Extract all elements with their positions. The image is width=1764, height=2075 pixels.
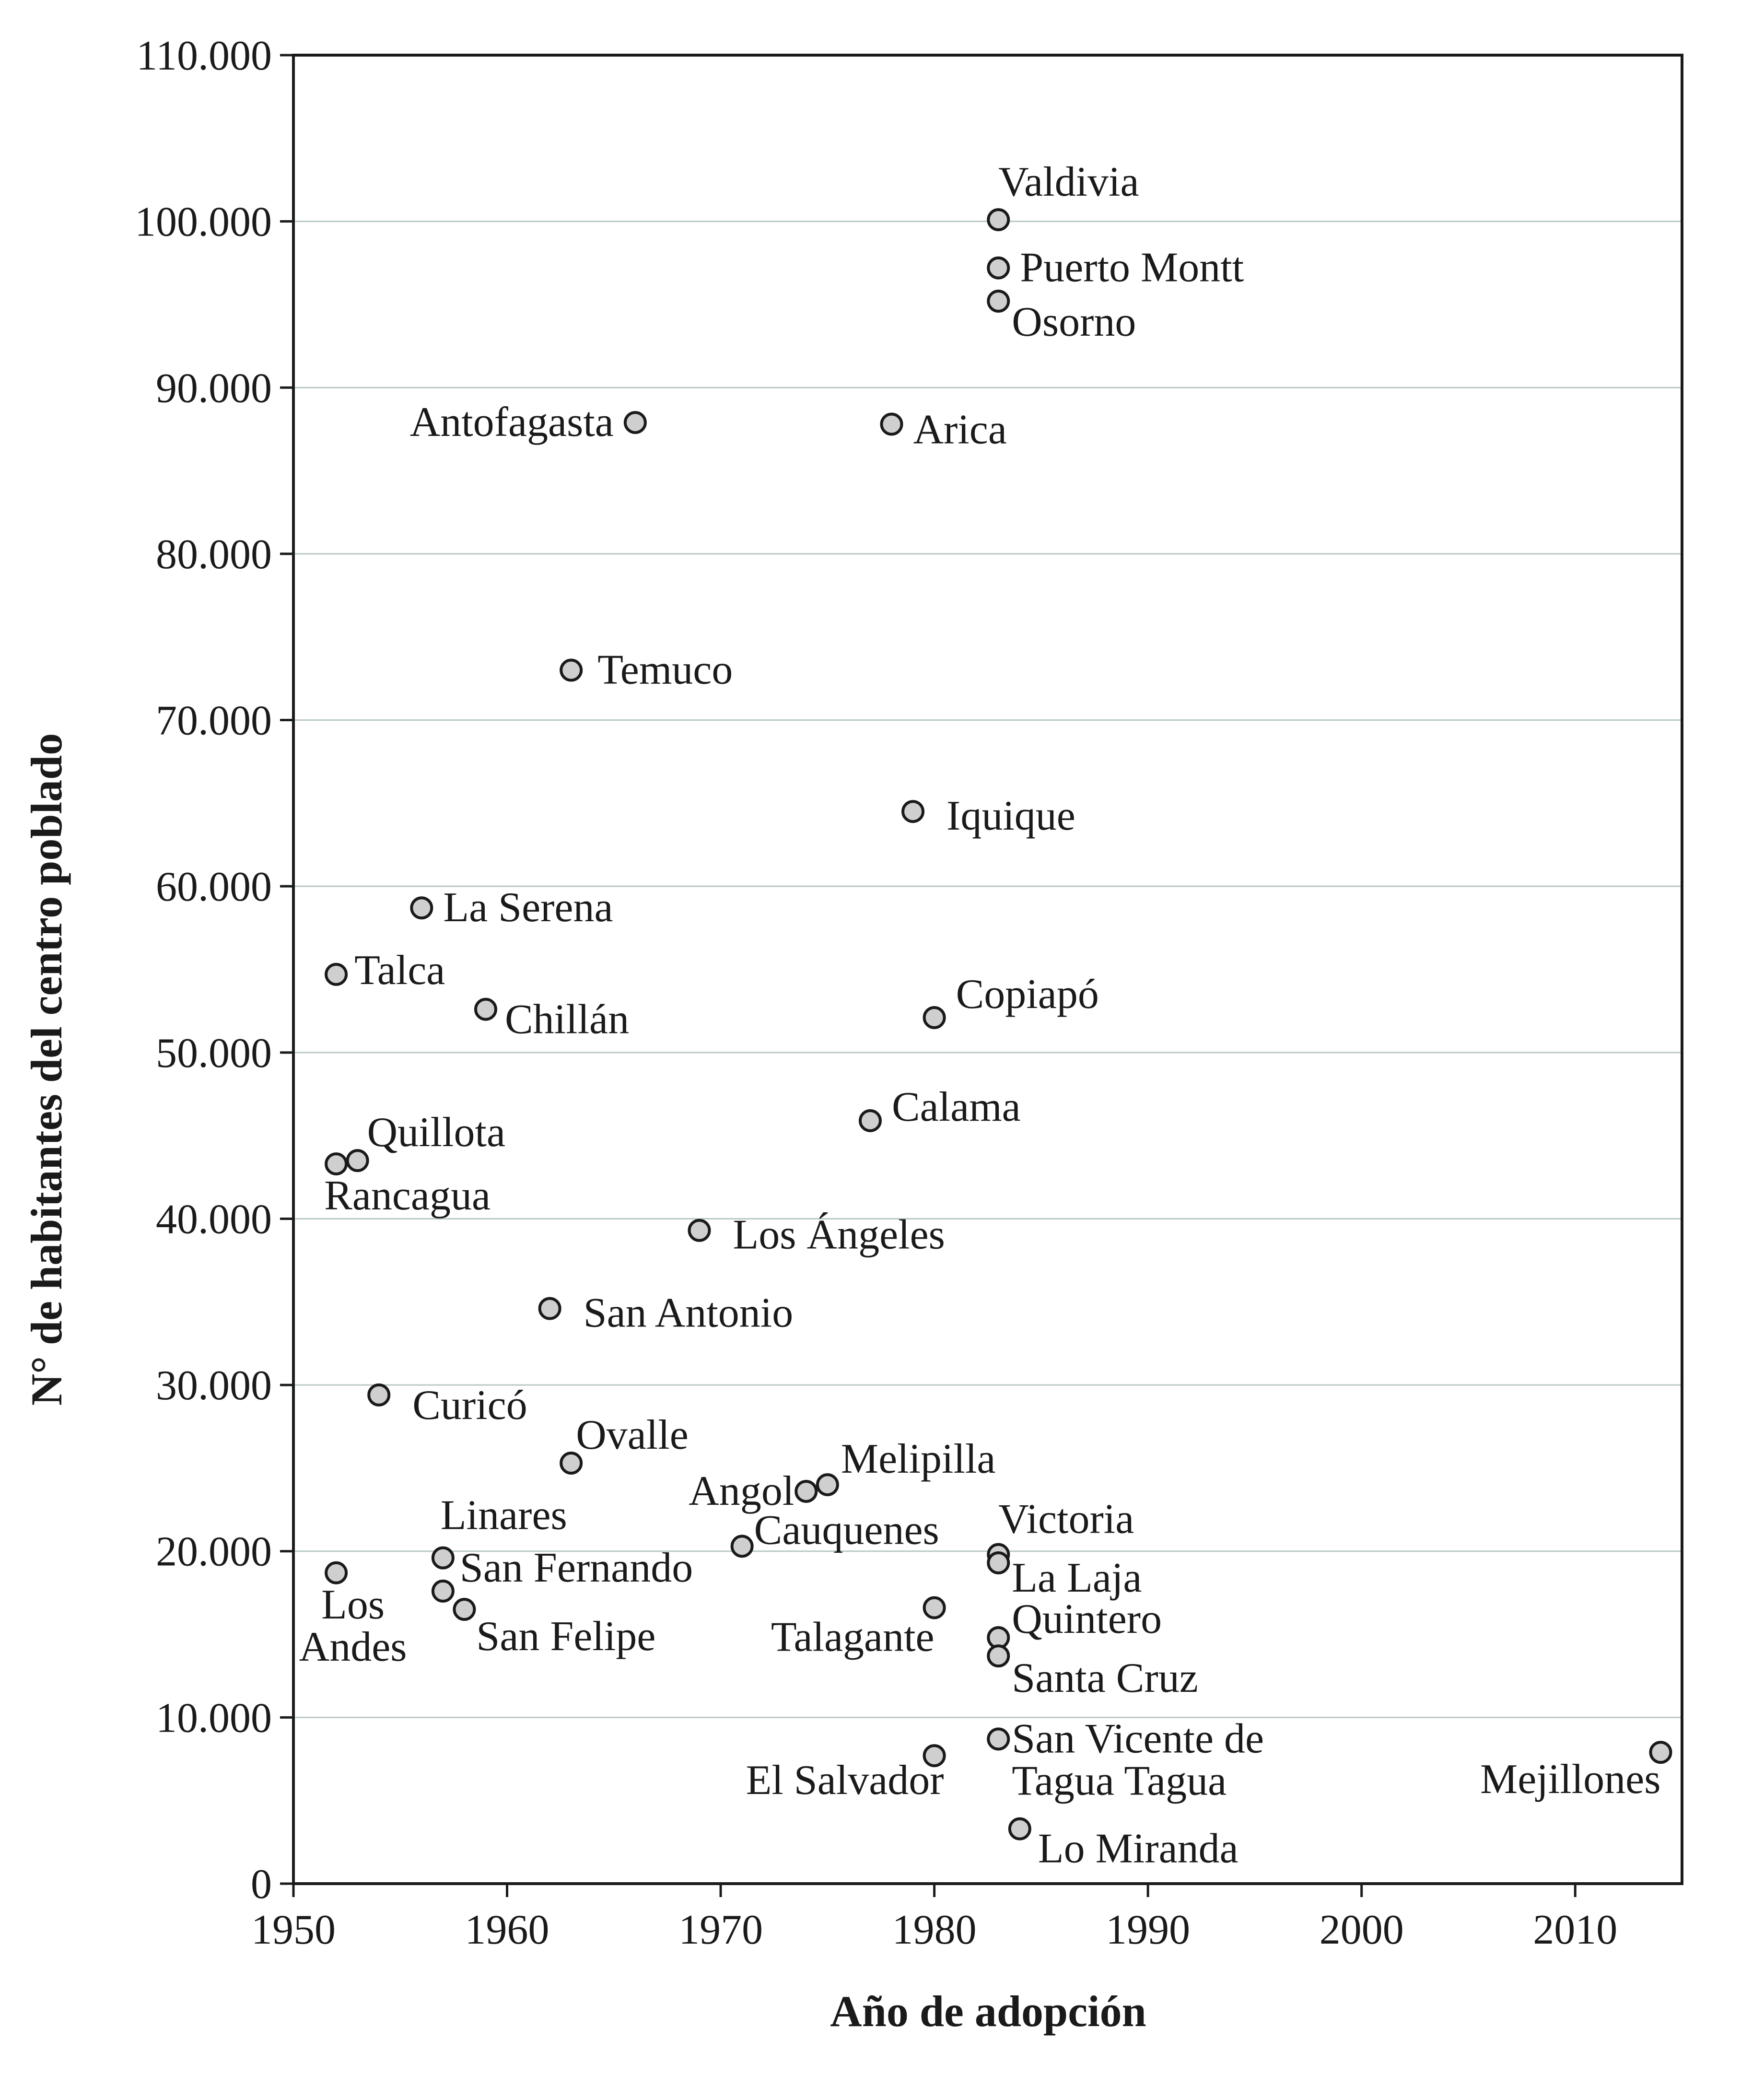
point-label-calama	[892, 1084, 1021, 1130]
point-label-talagante	[771, 1614, 935, 1661]
point-label-line: Quillota	[367, 1109, 506, 1156]
point-osorno	[988, 291, 1008, 311]
point-label-line: Arica	[913, 406, 1007, 453]
y-tick-label-1: 10.000	[156, 1695, 272, 1742]
point-label-line: Talagante	[771, 1614, 935, 1661]
x-tick-label-3: 1980	[892, 1907, 977, 1953]
point-label-valdivia	[998, 159, 1139, 205]
point-melipilla	[818, 1475, 838, 1495]
y-tick-label-7: 70.000	[156, 697, 272, 744]
point-label-line: Angol	[689, 1467, 794, 1514]
point-label-line: Copiapó	[956, 971, 1099, 1018]
point-label-santa-cruz	[1012, 1655, 1198, 1701]
point-iquique	[903, 801, 923, 821]
point-label-line: Calama	[891, 1083, 1021, 1130]
point-lo-miranda	[1010, 1819, 1030, 1839]
point-label-line: Tagua Tagua	[1012, 1758, 1227, 1805]
point-label-copiapó	[956, 971, 1099, 1018]
point-label-san-felipe	[476, 1613, 655, 1660]
point-label-rancagua	[324, 1172, 491, 1219]
point-santa-cruz	[988, 1646, 1008, 1666]
point-label-san-fernando	[460, 1545, 693, 1591]
point-copiapó	[924, 1008, 945, 1028]
point-angol	[796, 1481, 816, 1501]
y-tick-label-9: 90.000	[156, 365, 272, 412]
x-tick-label-5: 2000	[1319, 1907, 1404, 1953]
point-label-chillán	[505, 996, 629, 1043]
point-talca	[326, 964, 346, 985]
point-label-antofagasta	[410, 399, 614, 445]
point-label-curicó	[412, 1382, 527, 1429]
point-label-line: Temuco	[597, 646, 733, 693]
y-tick-label-0: 0	[251, 1861, 272, 1908]
point-label-el-salvador	[746, 1757, 944, 1804]
point-la-laja	[988, 1553, 1008, 1573]
point-label-line: Talca	[354, 947, 445, 994]
point-label-san-antonio	[584, 1290, 794, 1336]
y-tick-label-10: 100.000	[135, 199, 272, 246]
x-tick-label-0: 1950	[251, 1907, 336, 1953]
y-tick-label-3: 30.000	[156, 1362, 272, 1409]
point-quillota	[348, 1150, 368, 1171]
x-tick-label-6: 2010	[1533, 1907, 1618, 1953]
x-axis-title: Año de adopción	[830, 1987, 1146, 2036]
point-label-puerto-montt	[1020, 245, 1244, 291]
point-label-line: San Felipe	[476, 1613, 656, 1660]
point-los-andes	[326, 1563, 346, 1583]
x-tick-label-2: 1970	[678, 1907, 763, 1953]
point-label-la-serena	[443, 884, 613, 931]
point-label-line: Chillán	[504, 996, 630, 1043]
point-cauquenes	[732, 1536, 752, 1556]
y-tick-label-8: 80.000	[156, 531, 272, 578]
point-label-san-vicente-de-tagua-tagua	[1012, 1715, 1264, 1804]
point-label-line: Lo Miranda	[1038, 1825, 1238, 1872]
point-calama	[860, 1111, 880, 1131]
point-valdivia	[988, 210, 1008, 230]
point-label-ovalle	[576, 1412, 689, 1458]
point-label-linares	[441, 1492, 567, 1539]
point-label-line: Curicó	[412, 1382, 527, 1429]
point-label-talca	[354, 947, 445, 994]
point-chillán	[476, 999, 496, 1020]
point-labels	[299, 159, 1661, 1872]
point-label-la-laja	[1012, 1555, 1142, 1601]
plot-frame	[293, 55, 1682, 1884]
y-axis-title: N° de habitantes del centro poblado	[22, 733, 71, 1406]
point-label-melipilla	[841, 1436, 996, 1482]
point-label-arica	[913, 407, 1007, 453]
point-label-line: Puerto Montt	[1020, 244, 1244, 291]
point-san-vicente-de-tagua-tagua	[988, 1729, 1008, 1749]
point-label-line: Osorno	[1012, 299, 1136, 346]
point-label-line: La Laja	[1012, 1554, 1142, 1601]
point-label-line: Andes	[299, 1623, 407, 1670]
point-temuco	[561, 660, 581, 680]
point-label-line: Santa Cruz	[1012, 1655, 1198, 1702]
x-tick-label-4: 1990	[1106, 1907, 1191, 1953]
point-label-line: Cauquenes	[754, 1507, 939, 1554]
point-label-lo-miranda	[1038, 1826, 1238, 1872]
point-label-victoria	[998, 1496, 1134, 1543]
point-puerto-montt	[988, 258, 1008, 278]
point-label-mejillones	[1480, 1756, 1660, 1803]
x-tick-label-1: 1960	[465, 1907, 549, 1953]
point-label-cauquenes	[754, 1507, 939, 1553]
point-los-ángeles	[689, 1220, 710, 1241]
point-san-felipe	[454, 1599, 474, 1619]
point-label-line: Los	[321, 1581, 385, 1628]
point-label-line: Valdivia	[998, 159, 1139, 206]
point-san-fernando	[433, 1581, 453, 1601]
point-label-line: La Serena	[443, 884, 613, 931]
point-rancagua	[326, 1154, 346, 1174]
point-label-line: Antofagasta	[409, 399, 614, 446]
y-tick-label-4: 40.000	[156, 1196, 272, 1243]
point-curicó	[369, 1385, 389, 1405]
point-linares	[433, 1548, 453, 1568]
point-label-line: Quintero	[1012, 1595, 1162, 1642]
point-label-line: Melipilla	[841, 1436, 996, 1483]
y-tick-label-2: 20.000	[156, 1528, 272, 1575]
point-label-line: San Vicente de	[1012, 1715, 1264, 1762]
point-arica	[882, 414, 902, 434]
point-label-los-andes	[299, 1582, 407, 1670]
point-label-line: Mejillones	[1480, 1756, 1661, 1803]
y-tick-label-6: 60.000	[156, 864, 272, 911]
point-label-line: San Antonio	[583, 1290, 794, 1336]
point-label-line: Ovalle	[576, 1412, 689, 1459]
point-san-antonio	[540, 1299, 560, 1319]
point-antofagasta	[625, 412, 645, 433]
point-label-quintero	[1012, 1596, 1162, 1642]
point-label-line: El Salvador	[746, 1757, 944, 1804]
point-la-serena	[411, 898, 432, 918]
point-label-line: Rancagua	[324, 1172, 491, 1219]
point-label-los-ángeles	[733, 1212, 945, 1258]
point-label-iquique	[946, 793, 1075, 839]
point-label-osorno	[1012, 299, 1136, 345]
point-label-line: San Fernando	[459, 1544, 693, 1591]
point-label-line: Los Ángeles	[733, 1211, 945, 1258]
point-label-line: Linares	[440, 1492, 567, 1539]
y-tick-label-11: 110.000	[136, 33, 272, 79]
point-label-line: Victoria	[998, 1496, 1134, 1543]
y-tick-label-5: 50.000	[156, 1030, 272, 1077]
point-label-temuco	[597, 647, 733, 693]
point-label-quillota	[367, 1109, 505, 1156]
point-label-line: Iquique	[946, 793, 1075, 840]
